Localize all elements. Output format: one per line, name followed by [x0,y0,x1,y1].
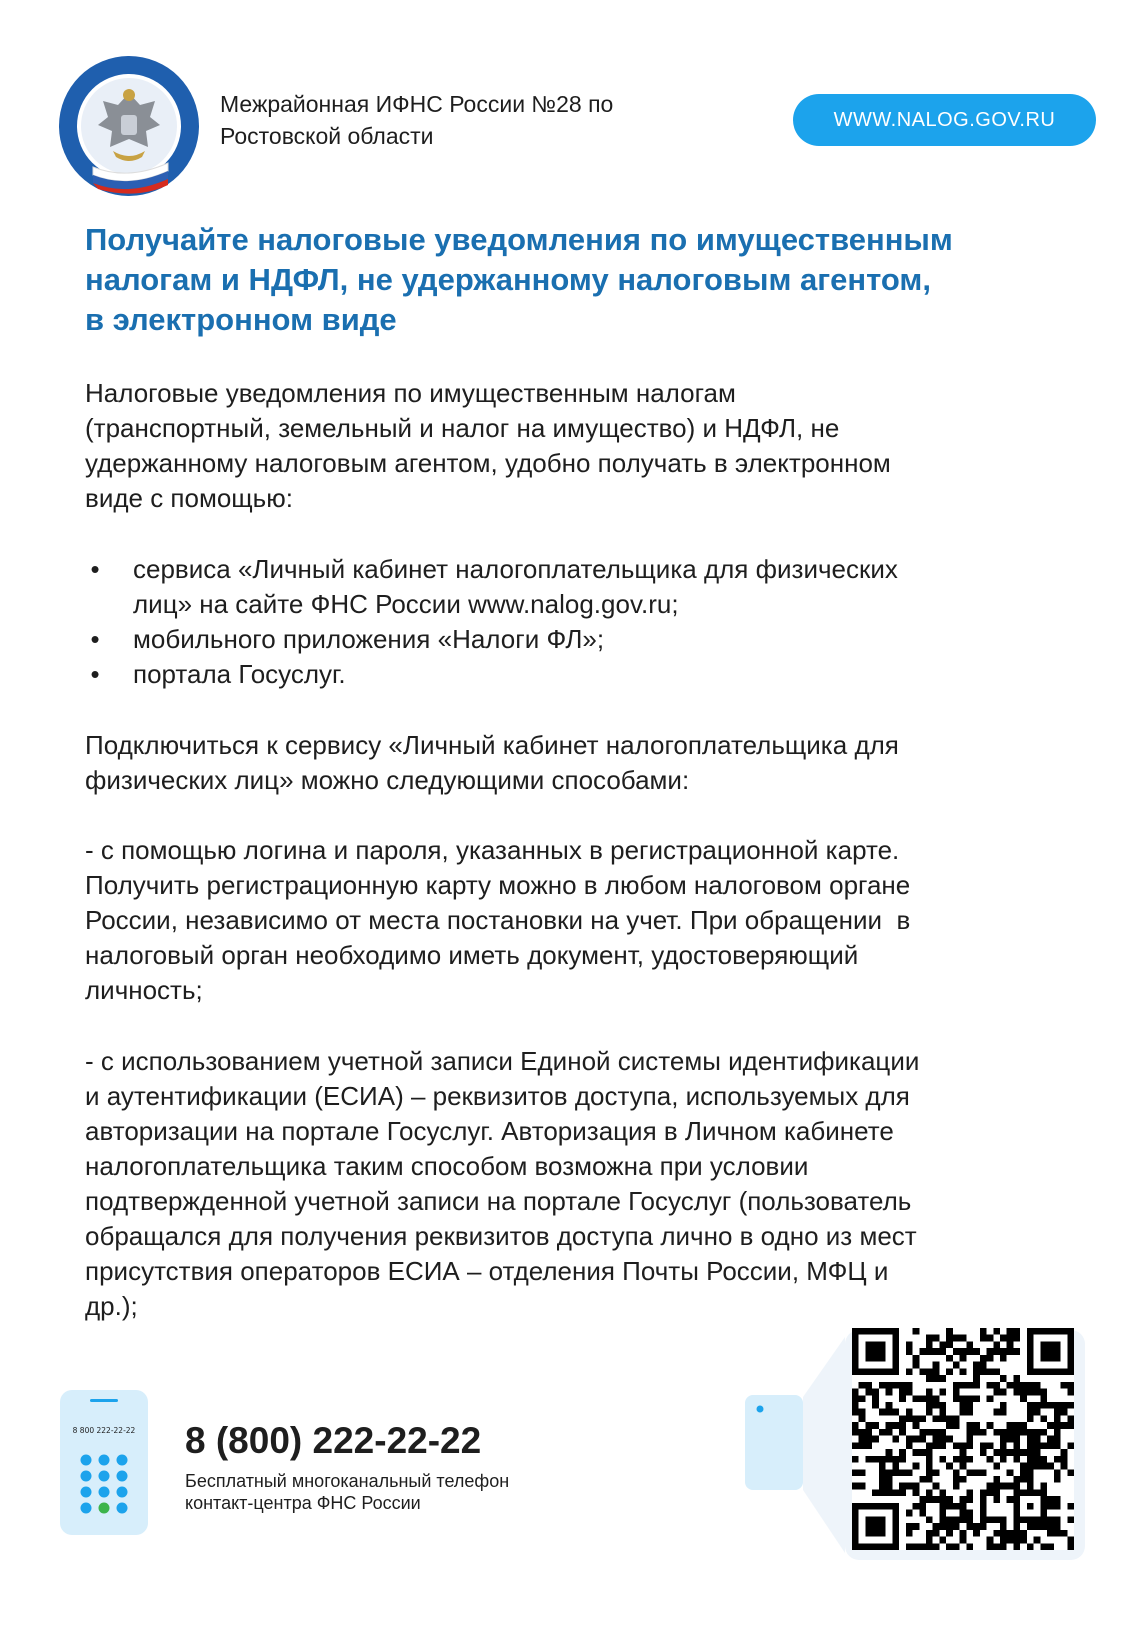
hotline-description-line1: Бесплатный многоканальный телефон [185,1471,510,1491]
organization-name-line1: Межрайонная ИФНС России №28 по [220,91,614,117]
service-lk-line2: лиц» на сайте ФНС России www.nalog.gov.ru; [133,589,679,619]
organization-name-line2: Ростовской области [220,123,434,149]
phone-keypad-icon [60,1390,148,1535]
method1-line4: налоговый орган необходимо иметь документ, удостоверяющий [85,940,859,970]
page-title-line1: Получайте налоговые уведомления по имущественным [85,222,953,257]
method2-line2: и аутентификации (ЕСИА) – реквизитов доступа, используемых для [85,1081,910,1111]
page-title-line2: налогам и НДФЛ, не удержанному налоговым агентом, [85,262,931,297]
services-list [85,552,1045,692]
method1-line3: России, независимо от места постановки на учет. При обращении в [85,905,911,935]
list-item [85,552,1045,622]
connect-line2: физических лиц» можно следующими способами: [85,765,690,795]
method2-line6: обращался для получения реквизитов доступа лично в одно из мест [85,1221,917,1251]
bullet: • [90,554,100,584]
connect-paragraph [85,728,1045,798]
method2-line1: - с использованием учетной записи Единой системы идентификации [85,1046,920,1076]
organization-name [220,88,613,152]
method2-line5: подтвержденной учетной записи на портале Госуслуг (пользователь [85,1186,912,1216]
page-title-line3: в электронном виде [85,302,397,337]
bullet: • [90,659,100,689]
method2-line3: авторизации на портале Госуслуг. Авторизация в Личном кабинете [85,1116,894,1146]
method-esia [85,1044,1045,1324]
intro-line3: удержанному налоговым агентом, удобно получать в электронном [85,448,891,478]
intro-line4: виде с помощью: [85,483,293,513]
service-lk-line1: сервиса «Личный кабинет налогоплательщика для физических [133,554,898,584]
bullet: • [90,624,100,654]
fns-emblem-logo [58,55,200,197]
connect-line1: Подключиться к сервису «Личный кабинет налогоплательщика для [85,730,899,760]
intro-paragraph [85,376,1045,516]
phone-screen-text: 8 800 222-22-22 [72,1426,136,1435]
method1-line2: Получить регистрационную карту можно в любом налоговом органе [85,870,911,900]
method-login-password [85,833,1045,1008]
qr-code-icon[interactable] [852,1328,1074,1550]
method1-line5: личность; [85,975,203,1005]
method2-line7: присутствия операторов ЕСИА – отделения Почты России, МФЦ и [85,1256,889,1286]
method2-line8: др.); [85,1291,138,1321]
website-link-button[interactable]: WWW.NALOG.GOV.RU [793,94,1096,146]
intro-line1: Налоговые уведомления по имущественным налогам [85,378,736,408]
method1-line1: - с помощью логина и пароля, указанных в регистрационной карте. [85,835,900,865]
list-item [85,657,1045,692]
hotline-description-line2: контакт-центра ФНС России [185,1493,421,1513]
service-gosuslugi: портала Госуслуг. [133,659,346,689]
hotline-description [185,1470,509,1514]
method2-line4: налогоплательщика таким способом возможна при условии [85,1151,809,1181]
hotline-phone-number[interactable]: 8 (800) 222-22-22 [185,1420,482,1461]
intro-line2: (транспортный, земельный и налог на имущество) и НДФЛ, не [85,413,840,443]
service-mobile-app: мобильного приложения «Налоги ФЛ»; [133,624,605,654]
page-title [85,220,1075,340]
list-item [85,622,1045,657]
